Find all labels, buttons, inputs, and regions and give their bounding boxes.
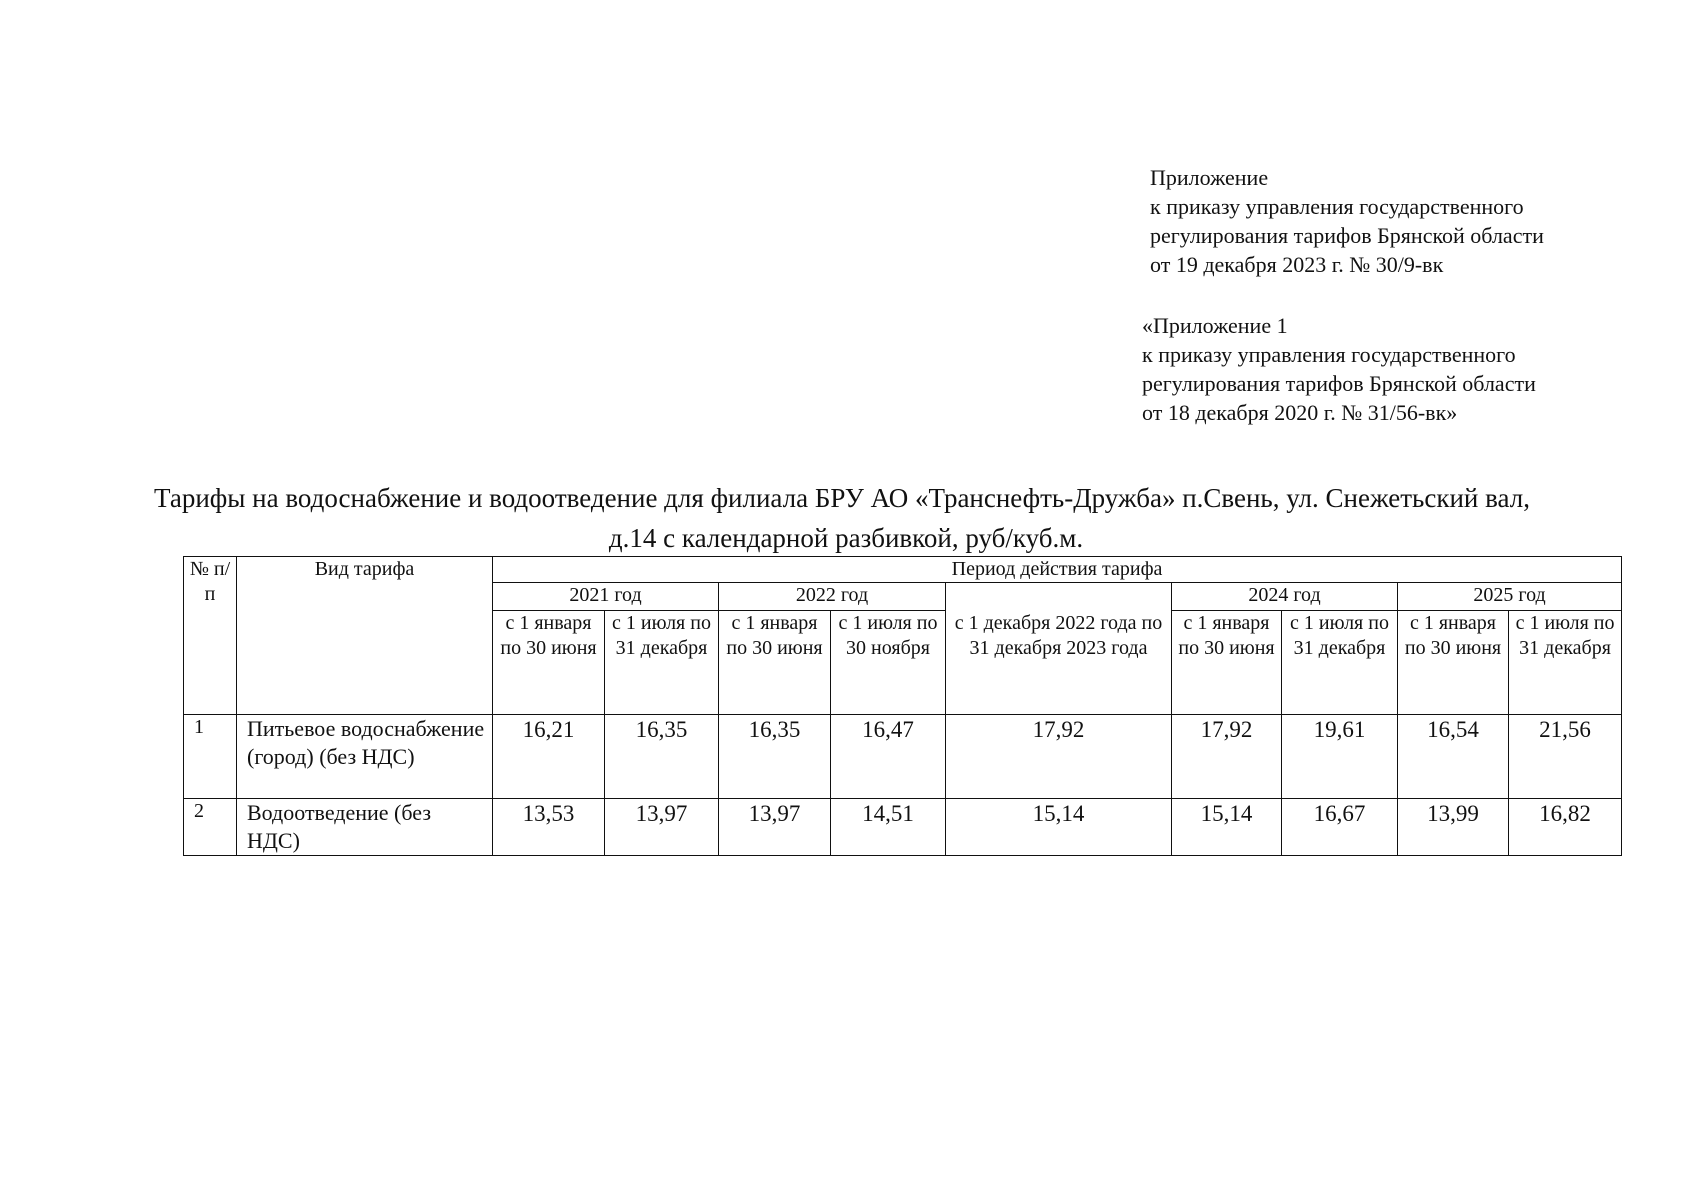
table-row (184, 799, 1622, 856)
tariff-type: Водоотведение (без НДС) (237, 799, 493, 856)
header-year-2021: 2021 год (493, 583, 719, 611)
tariff-value: 17,92 (946, 715, 1172, 799)
tariff-value: 14,51 (831, 799, 946, 856)
appendix-line: к приказу управления государственного (1142, 342, 1516, 367)
tariff-value: 16,54 (1398, 715, 1509, 799)
tariff-value: 17,92 (1172, 715, 1282, 799)
header-row-number: № п/п (184, 557, 237, 715)
appendix-line: регулирования тарифов Брянской области (1142, 371, 1536, 396)
appendix-line: регулирования тарифов Брянской области (1150, 223, 1544, 248)
appendix-original-reference (1142, 311, 1536, 427)
appendix-line: к приказу управления государственного (1150, 194, 1524, 219)
tariff-value: 21,56 (1509, 715, 1622, 799)
tariff-value: 16,82 (1509, 799, 1622, 856)
appendix-line: от 19 декабря 2023 г. № 30/9-вк (1150, 252, 1444, 277)
row-number: 1 (184, 715, 237, 799)
header-subperiod: с 1 января по 30 июня (1172, 611, 1282, 715)
tariff-value: 16,67 (1282, 799, 1398, 856)
header-subperiod: с 1 января по 30 июня (493, 611, 605, 715)
document-title-line-1: Тарифы на водоснабжение и водоотведение для филиала БРУ АО «Транснефть-Дружба» п.Свень, ул. Снежетьский вал, (154, 483, 1530, 513)
header-subperiod: с 1 июля по 31 декабря (1509, 611, 1622, 715)
appendix-current-reference (1150, 163, 1544, 279)
appendix-line: «Приложение 1 (1142, 313, 1288, 338)
document-title-line-2: д.14 с календарной разбивкой, руб/куб.м. (608, 523, 1084, 553)
header-subperiod: с 1 января по 30 июня (719, 611, 831, 715)
tariff-value: 13,97 (719, 799, 831, 856)
header-year-2022: 2022 год (719, 583, 946, 611)
tariff-value: 15,14 (946, 799, 1172, 856)
header-subperiod: с 1 июля по 31 декабря (605, 611, 719, 715)
appendix-line: Приложение (1150, 165, 1269, 190)
tariff-value: 15,14 (1172, 799, 1282, 856)
header-subperiod: с 1 июля по 30 ноября (831, 611, 946, 715)
header-period-2023: с 1 декабря 2022 года по 31 декабря 2023 года (946, 583, 1172, 715)
header-subperiod: с 1 июля по 31 декабря (1282, 611, 1398, 715)
tariff-value: 16,47 (831, 715, 946, 799)
tariff-value: 16,21 (493, 715, 605, 799)
tariff-value: 13,97 (605, 799, 719, 856)
tariff-type: Питьевое водоснабжение (город) (без НДС) (237, 715, 493, 799)
header-subperiod: с 1 января по 30 июня (1398, 611, 1509, 715)
tariff-table (183, 556, 1622, 856)
tariff-value: 16,35 (605, 715, 719, 799)
row-number: 2 (184, 799, 237, 856)
tariff-value: 19,61 (1282, 715, 1398, 799)
tariff-value: 13,53 (493, 799, 605, 856)
header-year-2025: 2025 год (1398, 583, 1622, 611)
appendix-line: от 18 декабря 2020 г. № 31/56-вк» (1142, 400, 1458, 425)
tariff-value: 13,99 (1398, 799, 1509, 856)
header-year-2024: 2024 год (1172, 583, 1398, 611)
header-tariff-type: Вид тарифа (237, 557, 493, 715)
header-validity-period: Период действия тарифа (493, 557, 1622, 583)
table-row (184, 715, 1622, 799)
tariff-value: 16,35 (719, 715, 831, 799)
